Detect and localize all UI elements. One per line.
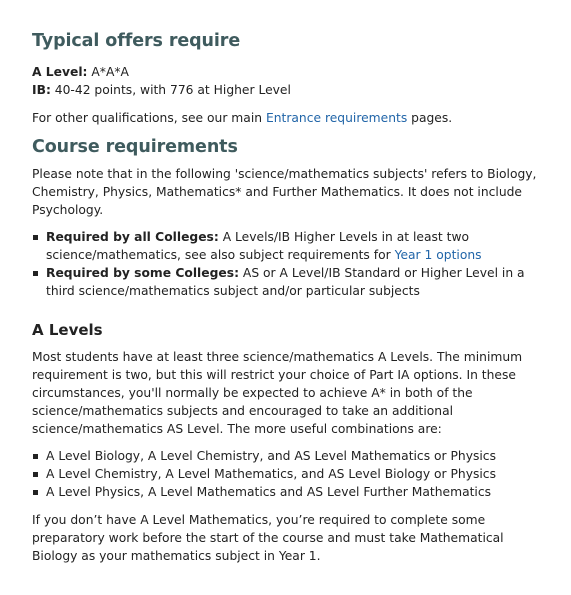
ib-label: IB: (32, 83, 51, 97)
a-level-offer (32, 63, 551, 81)
bullet-icon (33, 490, 38, 495)
offer-block (32, 63, 551, 99)
requirement-label: Required by all Colleges: (46, 230, 219, 244)
combination-text: A Level Physics, A Level Mathematics and AS Level Further Mathematics (46, 485, 492, 499)
a-level-value: A*A*A (87, 65, 129, 79)
a-level-label: A Level: (32, 65, 88, 79)
requirement-label: Required by some Colleges: (46, 266, 239, 280)
course-requirements-heading: Course requirements (32, 137, 238, 157)
bullet-icon (33, 472, 38, 477)
course-requirements-intro: Please note that in the following 'science/mathematics subjects' refers to Biology, Chemistry, Physics, Mathematics* and Further Mathematics. It does not include Psychology. (32, 167, 537, 217)
ib-offer (32, 81, 551, 99)
bullet-icon (33, 271, 38, 276)
year-1-options-link[interactable]: Year 1 options (394, 248, 482, 262)
mathematics-note: If you don’t have A Level Mathematics, you’re required to complete some preparatory work before the start of the course and must take Mathematical Biology as your mathematics subject in Year 1. (32, 513, 504, 563)
a-levels-intro: Most students have at least three science/mathematics A Levels. The minimum requirement is two, but this will restrict your choice of Part IA options. In these circumstances, you'll normally be expected to achieve A* in both of the science/mathematics subjects and encouraged to take an additional science/mathematics AS Level. The more useful combinations are: (32, 350, 523, 436)
ib-value: 40-42 points, with 776 at Higher Level (50, 83, 291, 97)
combination-text: A Level Chemistry, A Level Mathematics, and AS Level Biology or Physics (46, 467, 496, 481)
list-item (46, 465, 551, 483)
entrance-requirements-link[interactable]: Entrance requirements (265, 111, 408, 125)
other-qualifications-suffix: pages. (407, 111, 453, 125)
other-qualifications-prefix: For other qualifications, see our main (32, 111, 266, 125)
other-qualifications-text (32, 109, 551, 127)
bullet-icon (33, 235, 38, 240)
combination-text: A Level Biology, A Level Chemistry, and AS Level Mathematics or Physics (46, 449, 496, 463)
list-item (46, 264, 551, 300)
a-levels-heading: A Levels (32, 321, 103, 339)
combinations-list (32, 447, 551, 501)
typical-offers-heading: Typical offers require (32, 31, 241, 51)
college-requirements-list (32, 228, 551, 300)
requirement-text: AS or A Level/IB Standard or Higher Level in a third science/mathematics subject and/or particular subjects (46, 266, 525, 298)
requirement-text: A Levels/IB Higher Levels in at least two science/mathematics, see also subject requirements for (46, 230, 470, 262)
list-item (46, 483, 551, 501)
list-item (46, 447, 551, 465)
bullet-icon (33, 454, 38, 459)
list-item (46, 228, 551, 264)
